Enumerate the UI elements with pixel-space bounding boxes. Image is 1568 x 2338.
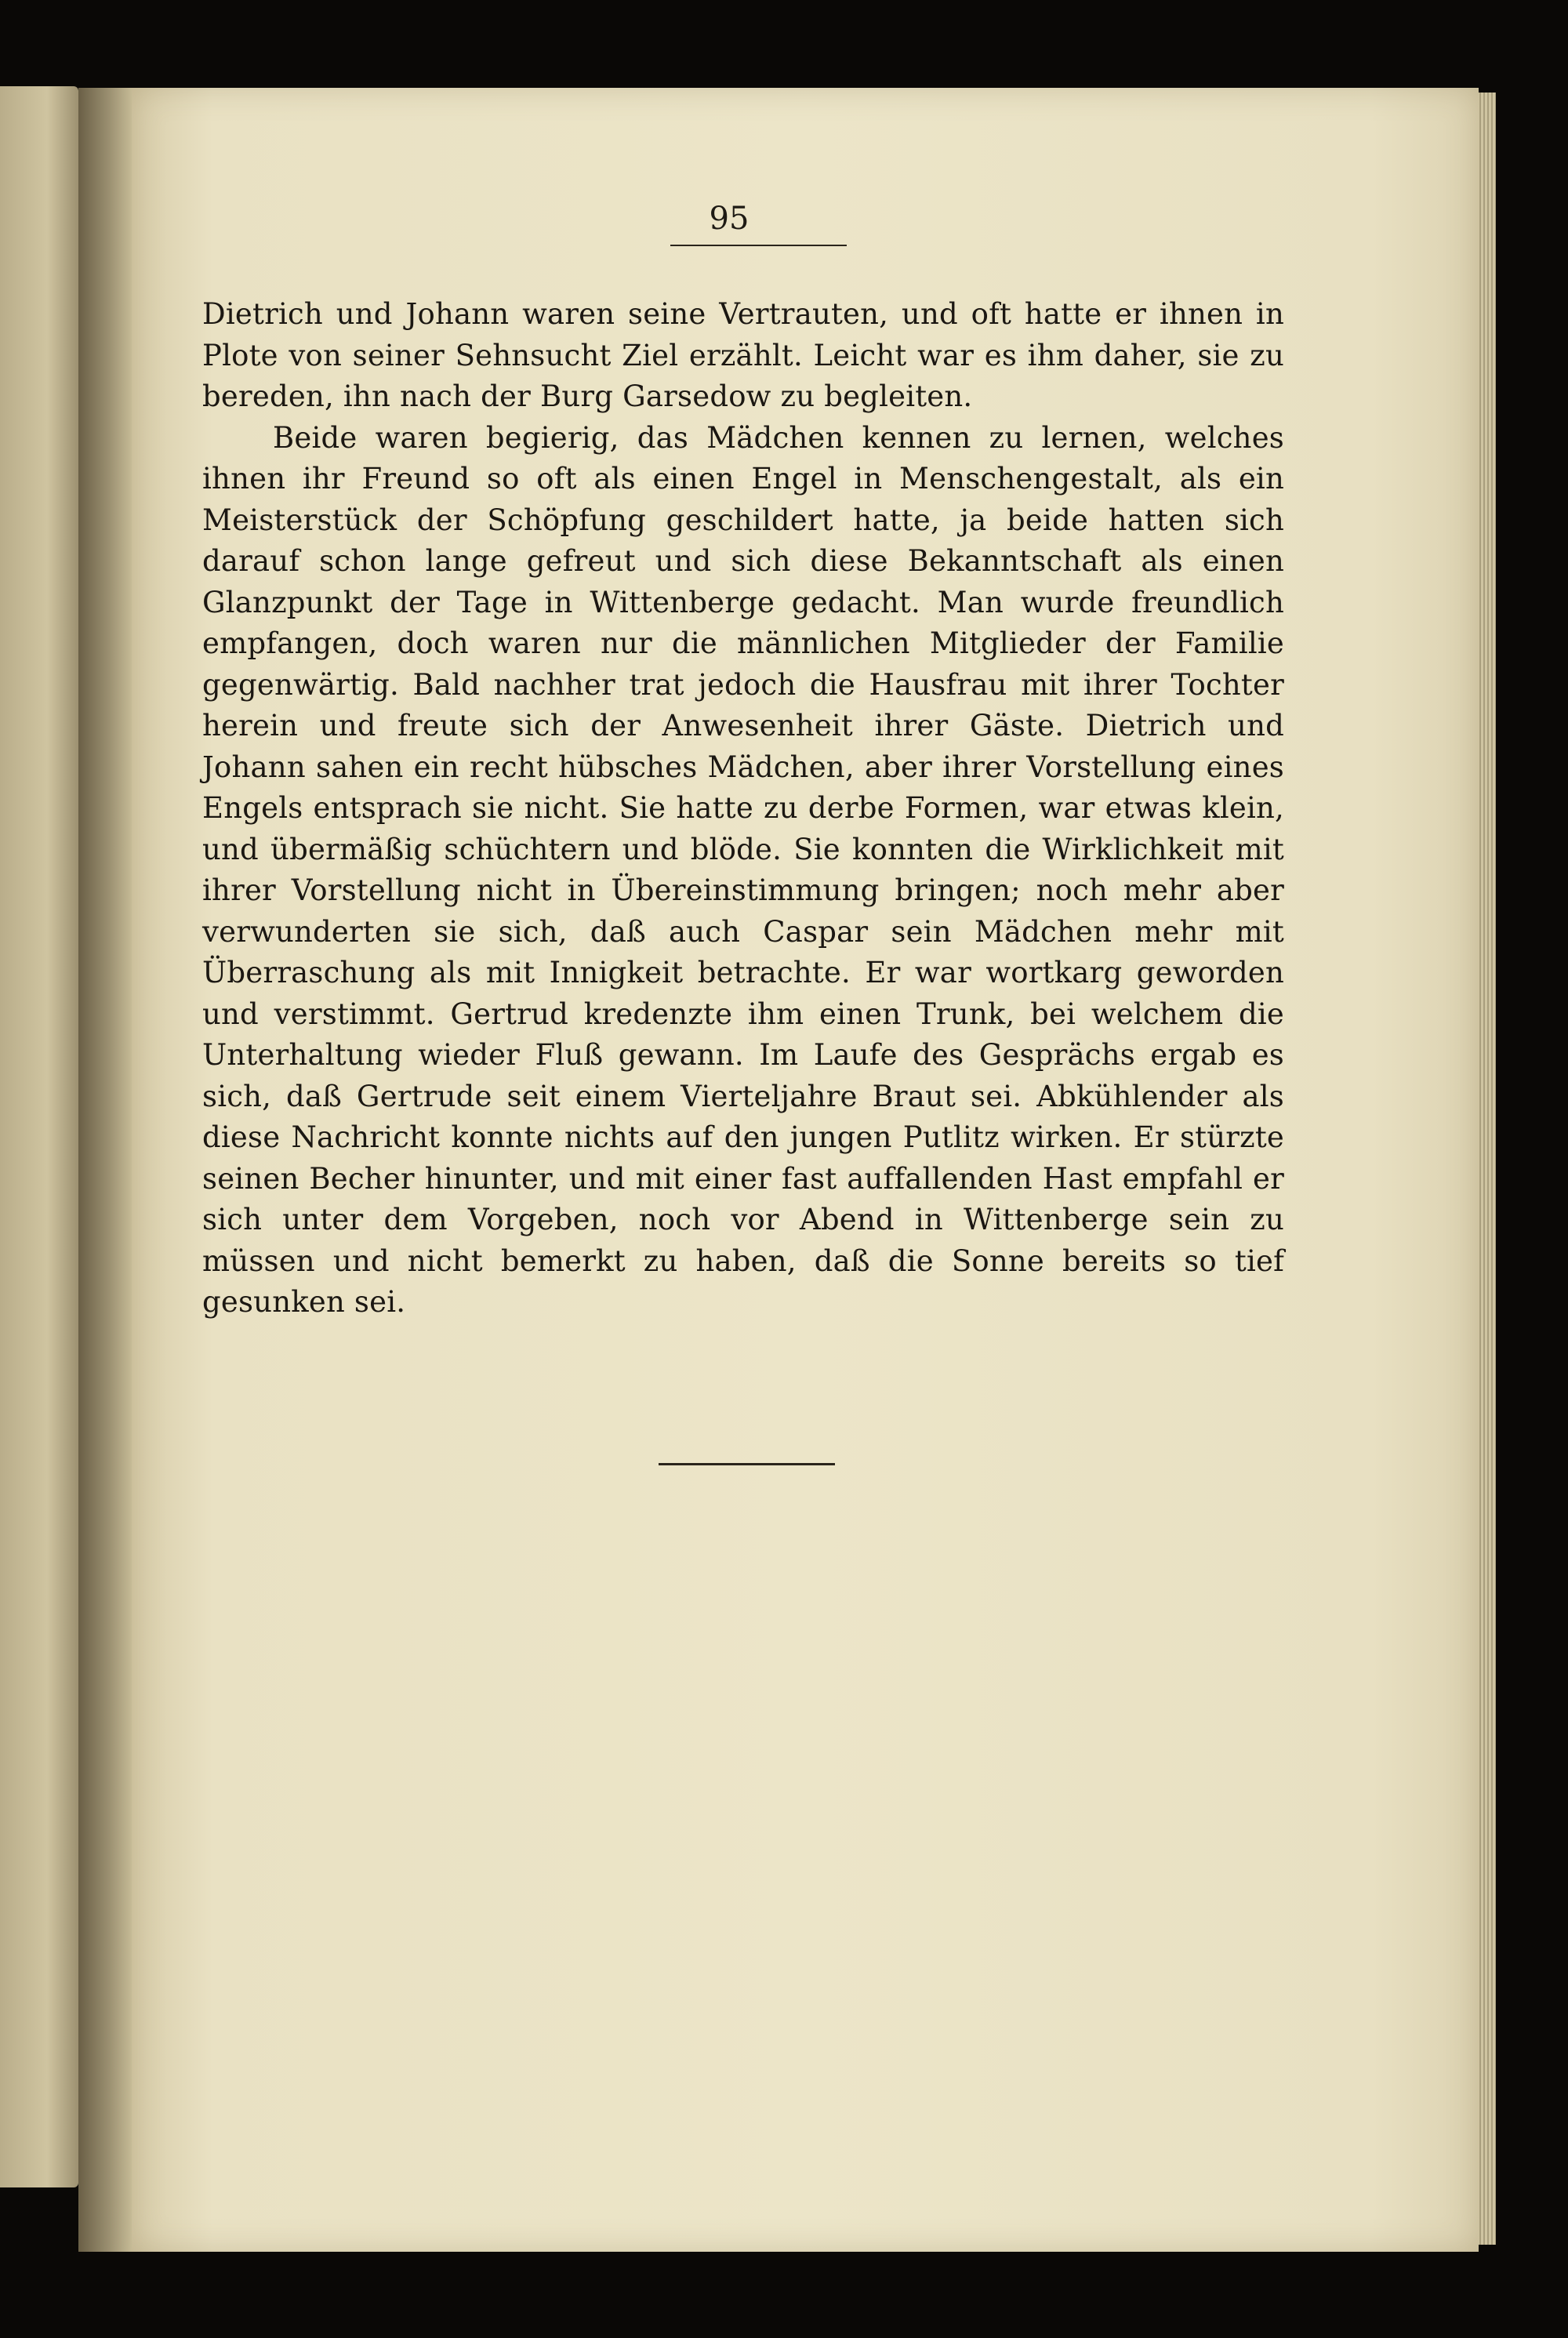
- body-text: [202, 294, 1284, 1323]
- page-number: 95: [709, 201, 750, 237]
- header-rule: [670, 245, 847, 246]
- paragraph-2: Beide waren begierig, das Mädchen kennen zu lernen, welches ihnen ihr Freund so oft als einen Engel in Menschengestalt, als ein Meisterstück der Schöpfung geschildert hatte, ja beide hatten sich darauf schon lange gefreut und sich diese Bekanntschaft als einen Glanzpunkt der Tage in Wittenberge gedacht. Man wurde freundlich empfangen, doch waren nur die männlichen Mitglieder der Familie gegenwärtig. Bald nachher trat jedoch die Hausfrau mit ihrer Tochter herein und freute sich der Anwesenheit ihrer Gäste. Dietrich und Johann sahen ein recht hübsches Mädchen, aber ihrer Vorstellung eines Engels entsprach sie nicht. Sie hatte zu derbe Formen, war etwas klein, und übermäßig schüchtern und blöde. Sie konnten die Wirklichkeit mit ihrer Vorstellung nicht in Übereinstimmung bringen; noch mehr aber verwunderten sie sich, daß auch Caspar sein Mädchen mehr mit Überraschung als mit Innigkeit betrachte. Er war wortkarg geworden und verstimmt. Gertrud kredenzte ihm einen Trunk, bei welchem die Unterhaltung wieder Fluß gewann. Im Laufe des Gesprächs ergab es sich, daß Gertrude seit einem Vierteljahre Braut sei. Abkühlender als diese Nachricht konnte nichts auf den jungen Putlitz wirken. Er stürzte seinen Becher hinunter, und mit einer fast auffallenden Hast empfahl er sich unter dem Vorgeben, noch vor Abend in Wittenberge sein zu müssen und nicht bemerkt zu haben, daß die Sonne bereits so tief gesunken sei.: [202, 420, 1284, 1319]
- page-edges: [1477, 93, 1496, 2245]
- left-page-edge: [0, 86, 78, 2187]
- end-rule: [659, 1463, 835, 1465]
- paragraph-1: Dietrich und Johann waren seine Vertrauten, und oft hatte er ihnen in Plote von seiner Sehnsucht Ziel erzählt. Leicht war es ihm daher, sie zu bereden, ihn nach der Burg Garsedow zu begleiten.: [202, 297, 1284, 413]
- book-gutter: [78, 88, 133, 2252]
